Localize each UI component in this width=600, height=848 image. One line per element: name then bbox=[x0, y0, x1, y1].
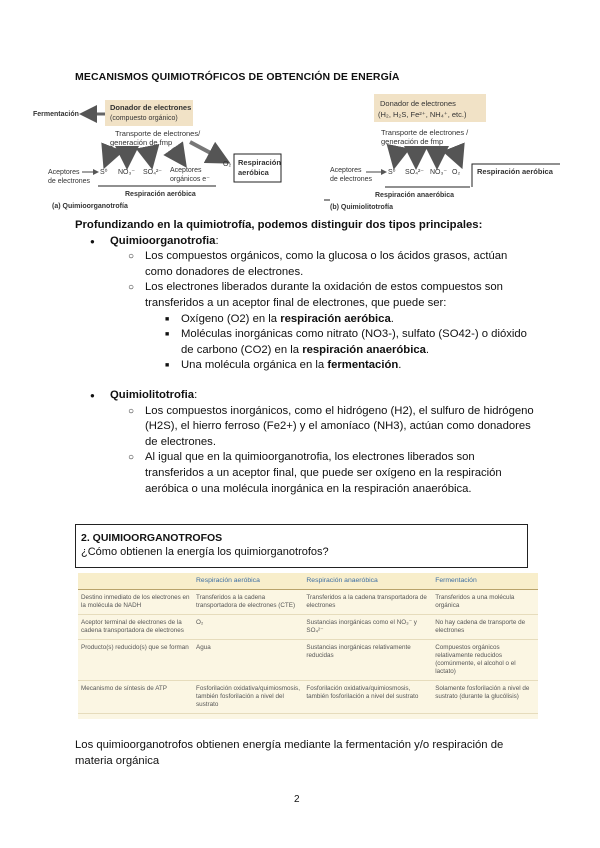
s0-label: S⁰ bbox=[388, 169, 396, 176]
table-cell: Solamente fosforilación a nivel de sustrato (durante la glucólisis) bbox=[432, 681, 538, 714]
page-title: MECANISMOS QUIMIOTRÓFICOS DE OBTENCIÓN DE ENERGÍA bbox=[75, 71, 400, 83]
colon: : bbox=[194, 388, 198, 401]
header-cell: Respiración aeróbica bbox=[193, 573, 303, 590]
table-cell: Fosforilación oxidativa/quimiosmosis, también fosforilación a nivel del sustrato bbox=[303, 681, 432, 714]
donor-label: Donador de electrones bbox=[380, 99, 456, 108]
donor-sublabel: (H₂, H₂S, Fe²⁺, NH₄⁺, etc.) bbox=[378, 110, 467, 119]
table-cell: Transferidos a la cadena transportadora de electrones (CTE) bbox=[193, 590, 303, 615]
bullet-label: ● Quimioorganotrofia bbox=[110, 235, 215, 247]
transport-sublabel: generación de fmp bbox=[110, 138, 173, 147]
spacer bbox=[75, 374, 535, 388]
organic-acceptors-label: Aceptores bbox=[170, 167, 202, 174]
table-row bbox=[78, 640, 538, 681]
table-header-row bbox=[78, 573, 538, 590]
section-title: 2. QUIMIOORGANOTROFOS bbox=[81, 532, 223, 544]
diagram-a bbox=[33, 100, 281, 210]
list-item: ○ Los compuestos inorgánicos, como el hidrógeno (H2), el sulfuro de hidrógeno (H2S), el hierro ferroso (Fe2+) y el amoníaco (NH3), actúan como donadores de electrones. bbox=[75, 404, 535, 451]
table-row bbox=[78, 615, 538, 640]
closing-paragraph: Los quimioorganotrofos obtienen energía mediante la fermentación y/o respiración de materia orgánica bbox=[75, 739, 504, 767]
table-cell: Agua bbox=[193, 640, 303, 681]
table-cell: Transferidos a la cadena transportadora de electrones bbox=[303, 590, 432, 615]
donor-sublabel: (compuesto orgánico) bbox=[110, 115, 178, 122]
o2-label: O₂ bbox=[223, 161, 232, 168]
table-row bbox=[78, 590, 538, 615]
text: . bbox=[425, 343, 430, 356]
acceptors-sublabel: de electrones bbox=[48, 178, 91, 185]
text: . bbox=[398, 359, 402, 372]
caption-a: (a) Quimioorganotrofía bbox=[52, 203, 128, 210]
bold-text: respiración aeróbica bbox=[280, 312, 391, 325]
colon: : bbox=[215, 234, 219, 247]
acceptors-sublabel: de electrones bbox=[330, 176, 373, 183]
bullet-label: ● Quimiolitotrofia bbox=[110, 389, 194, 401]
section-subtitle: ¿Cómo obtienen la energía los quimiorganotrofos? bbox=[81, 546, 329, 558]
section-box bbox=[75, 524, 528, 568]
table-cell: No hay cadena de transporte de electrones bbox=[432, 615, 538, 640]
bold-text: respiración anaeróbica bbox=[302, 343, 426, 356]
so4-label: SO₄²⁻ bbox=[143, 169, 162, 176]
page-number: 2 bbox=[294, 794, 300, 805]
table-cell: Producto(s) reducido(s) que se forman bbox=[78, 640, 193, 681]
o2-label: O₂ bbox=[452, 169, 461, 176]
aerobic-label: Respiración aeróbica bbox=[477, 167, 553, 176]
aerobic-box-sublabel: aeróbica bbox=[238, 168, 269, 177]
header-cell: Respiración anaeróbica bbox=[303, 573, 432, 590]
table-cell: Sustancias inorgánicas relativamente reducidas bbox=[303, 640, 432, 681]
organic-acceptors-sublabel: orgánicos e⁻ bbox=[170, 176, 210, 183]
text: Oxígeno (O2) en la bbox=[181, 312, 281, 325]
list-item-quimioorganotrofia bbox=[75, 234, 535, 250]
transport-label: Transporte de electrones / bbox=[381, 128, 469, 137]
list-item: ○ Los compuestos orgánicos, como la glucosa o los ácidos grasos, actúan como donadores de electrones. bbox=[75, 249, 535, 280]
so4-label: SO₄²⁻ bbox=[405, 169, 424, 176]
list-item-quimiolitotrofia bbox=[75, 388, 535, 404]
list-item bbox=[75, 327, 535, 358]
no3-label: NO₃⁻ bbox=[430, 169, 448, 176]
table-cell: Mecanismo de síntesis de ATP bbox=[78, 681, 193, 714]
table-cell: Aceptor terminal de electrones de la cadena transportadora de electrones bbox=[78, 615, 193, 640]
header-cell: Fermentación bbox=[432, 573, 538, 590]
diagram-b bbox=[324, 94, 560, 211]
no3-label: NO₃⁻ bbox=[118, 169, 136, 176]
list-item: ○ Al igual que en la quimioorganotrofia, los electrones liberados son transferidos a un aceptor final, que puede ser oxígeno en la respiración aeróbica o una molécula inorgánica en la respiración anaeróbica. bbox=[75, 450, 535, 497]
list-item bbox=[75, 312, 535, 328]
s0-label: S⁰ bbox=[100, 169, 108, 176]
acceptors-label: Aceptores bbox=[330, 167, 362, 174]
table-cell: Destino inmediato de los electrones en la molécula de NADH bbox=[78, 590, 193, 615]
table-cell: Fosforilación oxidativa/quimiosmosis, también fosforilación a nivel del sustrato bbox=[193, 681, 303, 714]
text: . bbox=[390, 312, 394, 325]
text: Moléculas inorgánicas como nitrato (NO3-), sulfato (SO42-) o dióxido de carbono (CO2) en la bbox=[181, 328, 527, 356]
table-cell: Transferidos a una molécula orgánica bbox=[432, 590, 538, 615]
table-row bbox=[78, 681, 538, 714]
text: Una molécula orgánica en la bbox=[181, 359, 328, 372]
table-cell: Compuestos orgánicos relativamente reducidos (comúnmente, el alcohol o el lactato) bbox=[432, 640, 538, 681]
chemotrophy-diagram bbox=[30, 92, 560, 217]
document-body bbox=[75, 218, 535, 497]
caption-b: (b) Quimiolitotrofía bbox=[330, 204, 393, 211]
donor-label: Donador de electrones bbox=[110, 103, 192, 112]
table-cell: O₂ bbox=[193, 615, 303, 640]
bold-text: fermentación bbox=[327, 359, 399, 372]
transport-label: Transporte de electrones/ bbox=[115, 129, 201, 138]
table-cell: Sustancias inorgánicas como el NO₃⁻ y SO₄²⁻ bbox=[303, 615, 432, 640]
transport-sublabel: generación de fmp bbox=[381, 137, 444, 146]
list-item: ○ Los electrones liberados durante la oxidación de estos compuestos son transferidos a un aceptor final de electrones, que puede ser: bbox=[75, 280, 535, 311]
respiration-line-label: Respiración anaeróbica bbox=[375, 192, 454, 199]
intro-heading: Profundizando en la quimiotrofía, podemos distinguir dos tipos principales: bbox=[75, 219, 483, 231]
list-item bbox=[75, 358, 535, 374]
acceptors-label: Aceptores bbox=[48, 169, 80, 176]
fermentation-label: Fermentación bbox=[33, 111, 79, 118]
header-cell bbox=[78, 573, 193, 590]
respiration-line-label: Respiración aeróbica bbox=[125, 191, 196, 198]
aerobic-box-label: Respiración bbox=[238, 158, 281, 167]
comparison-table bbox=[78, 573, 538, 719]
